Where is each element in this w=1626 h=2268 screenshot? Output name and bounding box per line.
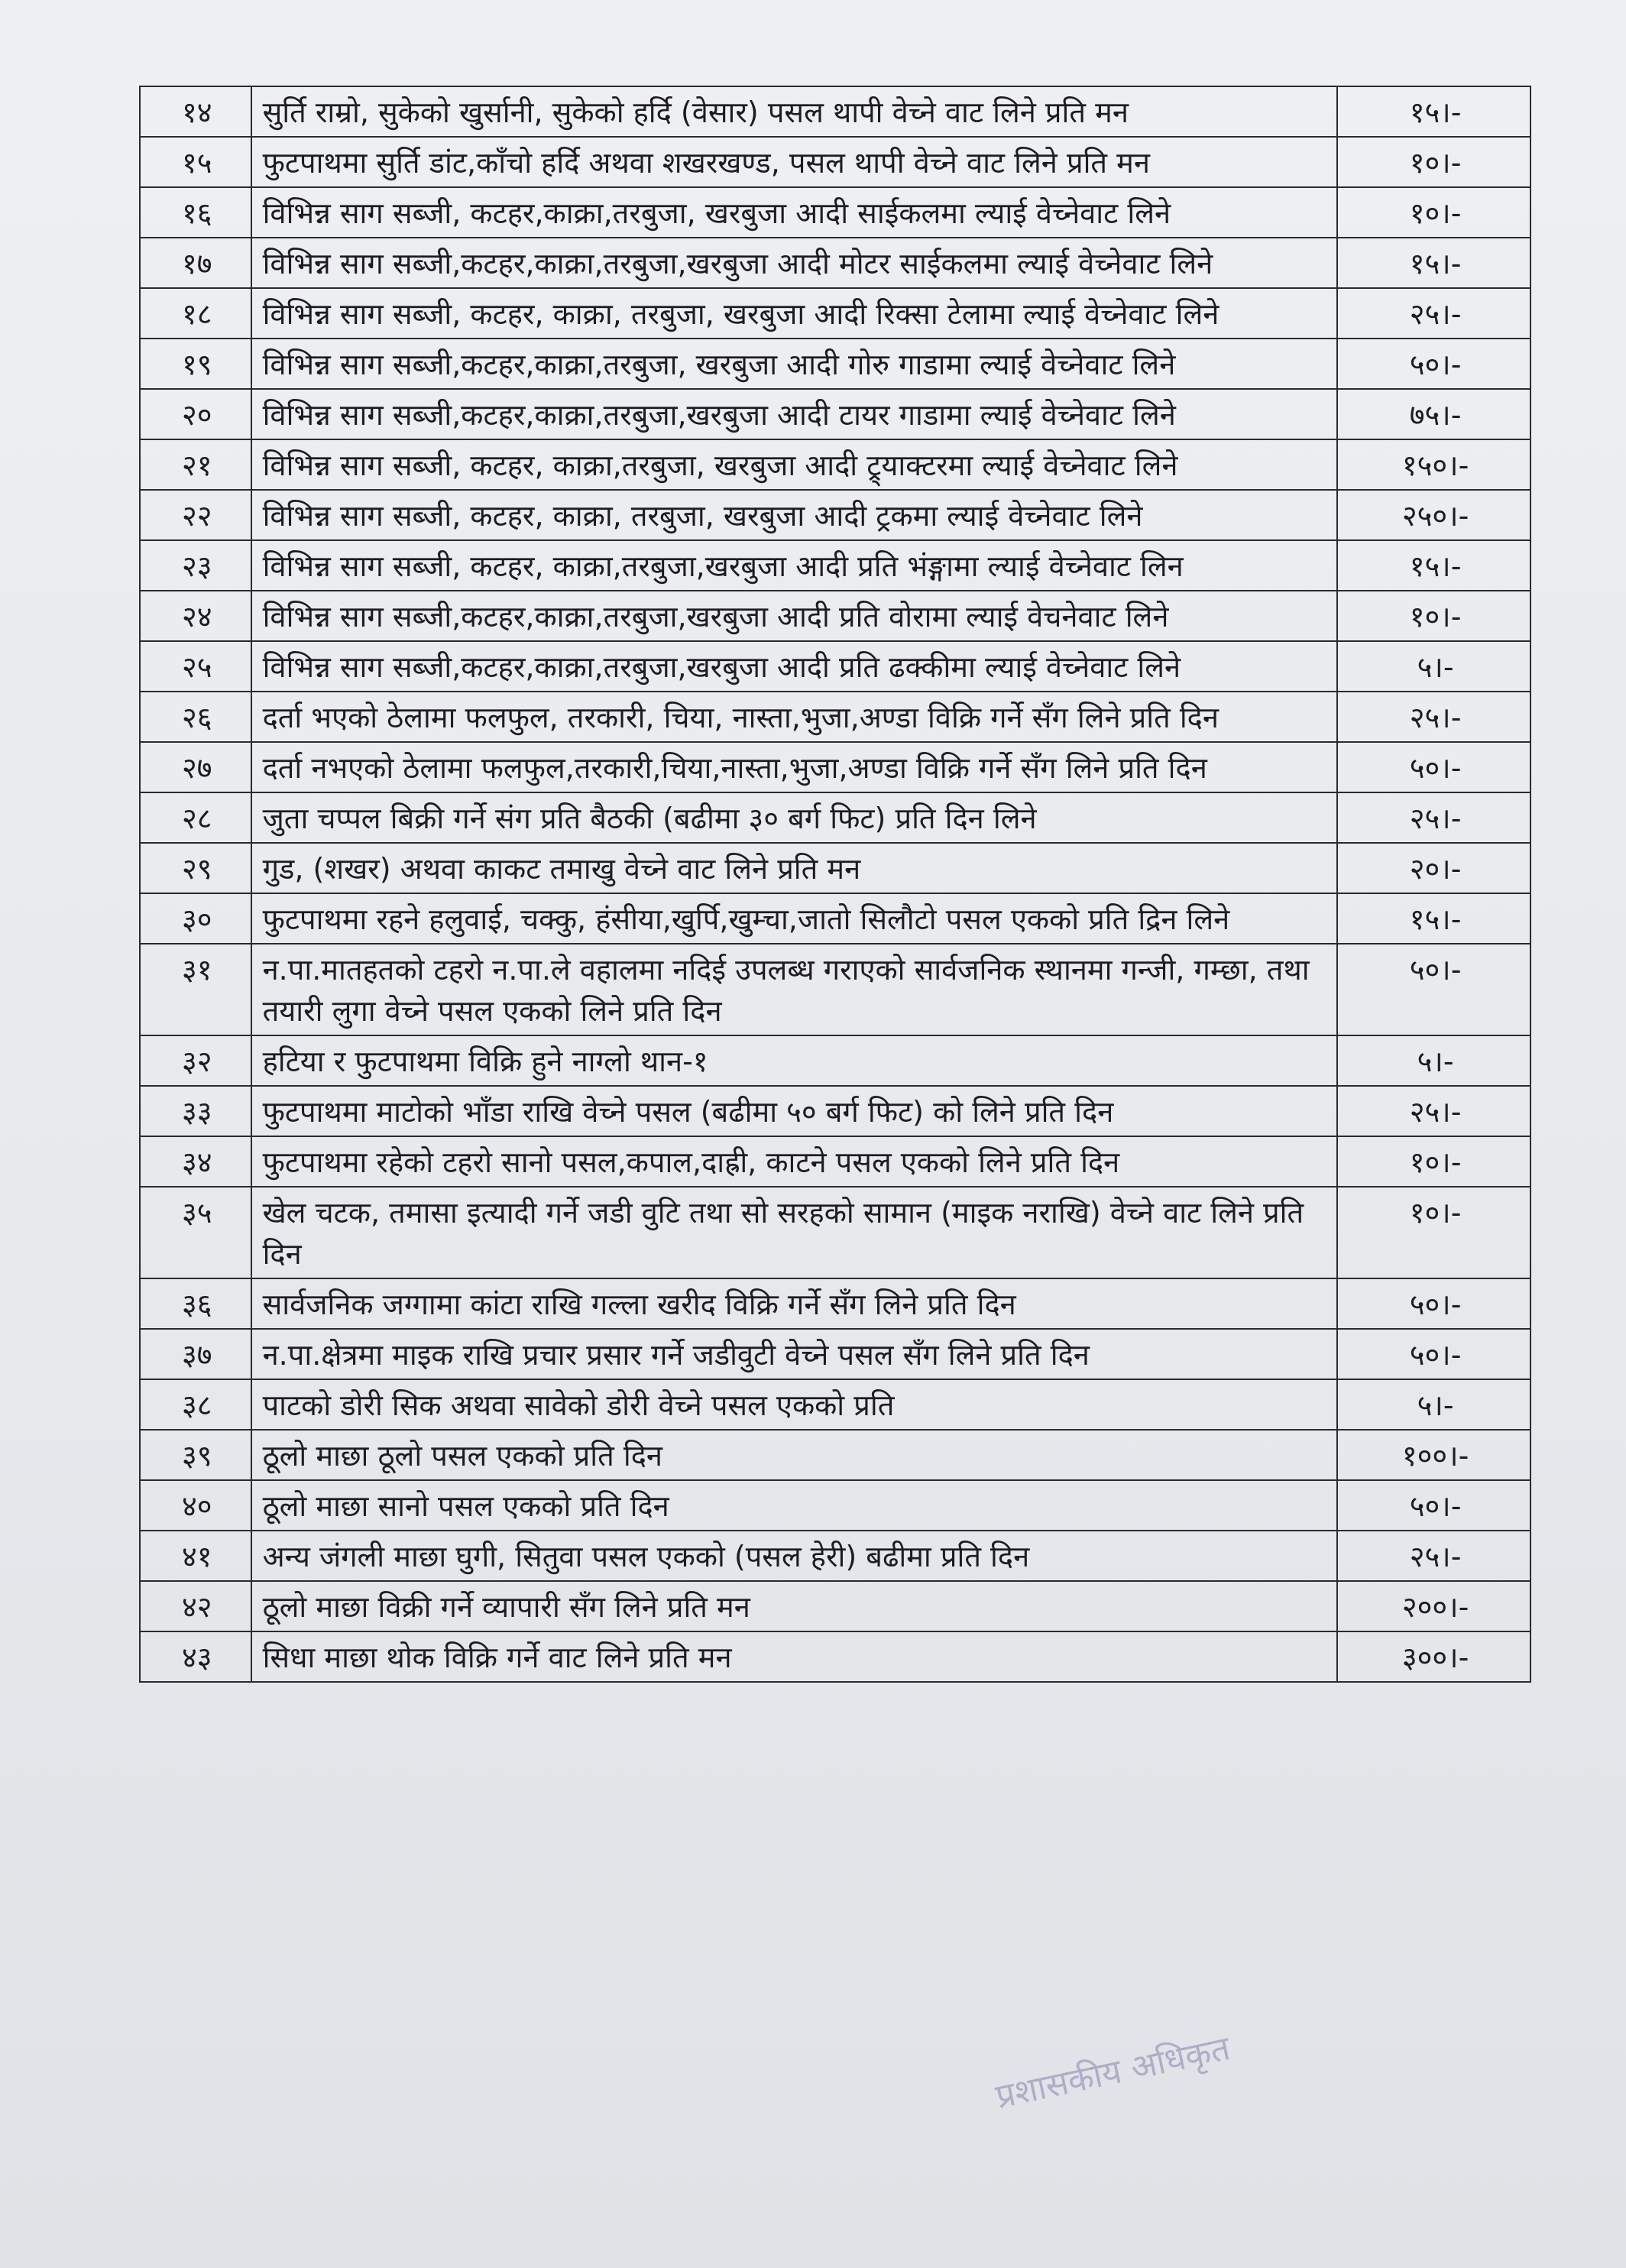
description-cell: फुटपाथमा रहने हलुवाई, चक्कु, हंसीया,खुर्पि,खुम्चा,जातो सिलौटो पसल एकको प्रति द्रिन लिने — [251, 893, 1338, 944]
tariff-table — [139, 86, 1531, 1683]
rate-cell: १०।- — [1337, 187, 1530, 238]
serial-number-cell: ३७ — [140, 1329, 251, 1379]
description-cell: फुटपाथमा माटोको भाँडा राखि वेच्ने पसल (बढीमा ५० बर्ग फिट) को लिने प्रति दिन — [251, 1086, 1338, 1136]
table-row — [140, 1035, 1530, 1086]
serial-number-cell: ३८ — [140, 1379, 251, 1430]
table-row — [140, 742, 1530, 792]
rate-cell: ५०।- — [1337, 1480, 1530, 1531]
description-cell: विभिन्न साग सब्जी,कटहर,काक्रा,तरबुजा, खरबुजा आदी गोरु गाडामा ल्याई वेच्नेवाट लिने — [251, 339, 1338, 389]
table-row — [140, 288, 1530, 339]
table-row — [140, 792, 1530, 843]
rate-cell: २००।- — [1337, 1581, 1530, 1631]
serial-number-cell: १४ — [140, 86, 251, 137]
table-row — [140, 1531, 1530, 1581]
rate-cell: १५।- — [1337, 540, 1530, 591]
serial-number-cell: ४२ — [140, 1581, 251, 1631]
table-row — [140, 339, 1530, 389]
description-cell: ठूलो माछा विक्री गर्ने व्यापारी सँग लिने प्रति मन — [251, 1581, 1338, 1631]
serial-number-cell: १६ — [140, 187, 251, 238]
rate-cell: २५।- — [1337, 792, 1530, 843]
rate-cell: ५।- — [1337, 1035, 1530, 1086]
serial-number-cell: २७ — [140, 742, 251, 792]
rate-cell: १०।- — [1337, 591, 1530, 641]
rate-cell: २५।- — [1337, 1086, 1530, 1136]
rate-cell: १५।- — [1337, 86, 1530, 137]
table-row — [140, 238, 1530, 288]
table-row — [140, 187, 1530, 238]
table-row — [140, 540, 1530, 591]
serial-number-cell: १८ — [140, 288, 251, 339]
table-row — [140, 944, 1530, 1035]
serial-number-cell: २२ — [140, 490, 251, 540]
description-cell: ठूलो माछा सानो पसल एकको प्रति दिन — [251, 1480, 1338, 1531]
table-row — [140, 591, 1530, 641]
table-row — [140, 893, 1530, 944]
office-stamp: प्रशासकीय अधिकृत — [992, 2029, 1234, 2117]
description-cell: सुर्ति राम्रो, सुकेको खुर्सानी, सुकेको हर्दि (वेसार) पसल थापी वेच्ने वाट लिने प्रति मन — [251, 86, 1338, 137]
serial-number-cell: २३ — [140, 540, 251, 591]
table-row — [140, 1480, 1530, 1531]
description-cell: सार्वजनिक जग्गामा कांटा राखि गल्ला खरीद विक्रि गर्ने सँग लिने प्रति दिन — [251, 1278, 1338, 1329]
description-cell: सिधा माछा थोक विक्रि गर्ने वाट लिने प्रति मन — [251, 1631, 1338, 1682]
rate-cell: ५०।- — [1337, 944, 1530, 1035]
description-cell: विभिन्न साग सब्जी, कटहर, काक्रा, तरबुजा, खरबुजा आदी ट्रकमा ल्याई वेच्नेवाट लिने — [251, 490, 1338, 540]
description-cell: गुड, (शखर) अथवा काकट तमाखु वेच्ने वाट लिने प्रति मन — [251, 843, 1338, 893]
table-row — [140, 1379, 1530, 1430]
serial-number-cell: २४ — [140, 591, 251, 641]
table-row — [140, 1430, 1530, 1480]
serial-number-cell: १५ — [140, 137, 251, 187]
table-row — [140, 641, 1530, 692]
rate-cell: २०।- — [1337, 843, 1530, 893]
description-cell: विभिन्न साग सब्जी,कटहर,काक्रा,तरबुजा,खरबुजा आदी टायर गाडामा ल्याई वेच्नेवाट लिने — [251, 389, 1338, 439]
rate-cell: २५।- — [1337, 1531, 1530, 1581]
rate-cell: १५।- — [1337, 238, 1530, 288]
description-cell: फुटपाथमा रहेको टहरो सानो पसल,कपाल,दाह्री, काटने पसल एकको लिने प्रति दिन — [251, 1136, 1338, 1187]
description-cell: विभिन्न साग सब्जी,कटहर,काक्रा,तरबुजा,खरबुजा आदी मोटर साईकलमा ल्याई वेच्नेवाट लिने — [251, 238, 1338, 288]
description-cell: विभिन्न साग सब्जी, कटहर, काक्रा,तरबुजा, खरबुजा आदी ट्र्याक्टरमा ल्याई वेच्नेवाट लिने — [251, 439, 1338, 490]
rate-cell: १५०।- — [1337, 439, 1530, 490]
serial-number-cell: ३० — [140, 893, 251, 944]
table-row — [140, 1187, 1530, 1278]
table-row — [140, 490, 1530, 540]
rate-cell: ५०।- — [1337, 1278, 1530, 1329]
rate-cell: २५०।- — [1337, 490, 1530, 540]
description-cell: हटिया र फुटपाथमा विक्रि हुने नाग्लो थान-१ — [251, 1035, 1338, 1086]
table-row — [140, 1086, 1530, 1136]
serial-number-cell: ३१ — [140, 944, 251, 1035]
rate-cell: १०।- — [1337, 1187, 1530, 1278]
serial-number-cell: ४१ — [140, 1531, 251, 1581]
table-row — [140, 86, 1530, 137]
description-cell: न.पा.क्षेत्रमा माइक राखि प्रचार प्रसार गर्ने जडीवुटी वेच्ने पसल सँग लिने प्रति दिन — [251, 1329, 1338, 1379]
table-row — [140, 843, 1530, 893]
table-row — [140, 1581, 1530, 1631]
serial-number-cell: ३३ — [140, 1086, 251, 1136]
description-cell: अन्य जंगली माछा घुगी, सितुवा पसल एकको (पसल हेरी) बढीमा प्रति दिन — [251, 1531, 1338, 1581]
rate-cell: ५०।- — [1337, 339, 1530, 389]
serial-number-cell: १९ — [140, 339, 251, 389]
table-row — [140, 137, 1530, 187]
table-row — [140, 692, 1530, 742]
description-cell: विभिन्न साग सब्जी,कटहर,काक्रा,तरबुजा,खरबुजा आदी प्रति वोरामा ल्याई वेचनेवाट लिने — [251, 591, 1338, 641]
description-cell: विभिन्न साग सब्जी, कटहर, काक्रा, तरबुजा, खरबुजा आदी रिक्सा टेलामा ल्याई वेच्नेवाट लिने — [251, 288, 1338, 339]
rate-cell: १०।- — [1337, 137, 1530, 187]
description-cell: खेल चटक, तमासा इत्यादी गर्ने जडी वुटि तथा सो सरहको सामान (माइक नराखि) वेच्ने वाट लिने प्रति दिन — [251, 1187, 1338, 1278]
description-cell: विभिन्न साग सब्जी, कटहर, काक्रा,तरबुजा,खरबुजा आदी प्रति भंङ्गामा ल्याई वेच्नेवाट लिन — [251, 540, 1338, 591]
description-cell: जुता चप्पल बिक्री गर्ने संग प्रति बैठकी (बढीमा ३० बर्ग फिट) प्रति दिन लिने — [251, 792, 1338, 843]
table-row — [140, 1278, 1530, 1329]
serial-number-cell: १७ — [140, 238, 251, 288]
description-cell: ठूलो माछा ठूलो पसल एकको प्रति दिन — [251, 1430, 1338, 1480]
table-row — [140, 389, 1530, 439]
rate-cell: ५०।- — [1337, 742, 1530, 792]
rate-cell: १०।- — [1337, 1136, 1530, 1187]
rate-cell: २५।- — [1337, 288, 1530, 339]
description-cell: फुटपाथमा सुर्ति डांट,काँचो हर्दि अथवा शखरखण्ड, पसल थापी वेच्ने वाट लिने प्रति मन — [251, 137, 1338, 187]
rate-cell: २५।- — [1337, 692, 1530, 742]
rate-cell: ५०।- — [1337, 1329, 1530, 1379]
table-row — [140, 1329, 1530, 1379]
serial-number-cell: ३६ — [140, 1278, 251, 1329]
serial-number-cell: २१ — [140, 439, 251, 490]
description-cell: दर्ता भएको ठेलामा फलफुल, तरकारी, चिया, नास्ता,भुजा,अण्डा विक्रि गर्ने सँग लिने प्रति दिन — [251, 692, 1338, 742]
rate-cell: ५।- — [1337, 641, 1530, 692]
description-cell: न.पा.मातहतको टहरो न.पा.ले वहालमा नदिई उपलब्ध गराएको सार्वजनिक स्थानमा गन्जी, गम्छा, तथा तयारी लुगा वेच्ने पसल एकको लिने प्रति दिन — [251, 944, 1338, 1035]
serial-number-cell: ३४ — [140, 1136, 251, 1187]
description-cell: दर्ता नभएको ठेलामा फलफुल,तरकारी,चिया,नास्ता,भुजा,अण्डा विक्रि गर्ने सँग लिने प्रति दिन — [251, 742, 1338, 792]
serial-number-cell: २० — [140, 389, 251, 439]
serial-number-cell: २९ — [140, 843, 251, 893]
serial-number-cell: २८ — [140, 792, 251, 843]
table-row — [140, 439, 1530, 490]
rate-cell: ३००।- — [1337, 1631, 1530, 1682]
serial-number-cell: ४० — [140, 1480, 251, 1531]
table-row — [140, 1136, 1530, 1187]
rate-cell: ५।- — [1337, 1379, 1530, 1430]
tariff-table-body — [140, 86, 1530, 1682]
rate-cell: १५।- — [1337, 893, 1530, 944]
serial-number-cell: ३२ — [140, 1035, 251, 1086]
serial-number-cell: २५ — [140, 641, 251, 692]
serial-number-cell: ३५ — [140, 1187, 251, 1278]
serial-number-cell: ४३ — [140, 1631, 251, 1682]
description-cell: विभिन्न साग सब्जी, कटहर,काक्रा,तरबुजा, खरबुजा आदी साईकलमा ल्याई वेच्नेवाट लिने — [251, 187, 1338, 238]
rate-cell: १००।- — [1337, 1430, 1530, 1480]
serial-number-cell: २६ — [140, 692, 251, 742]
description-cell: पाटको डोरी सिक अथवा सावेको डोरी वेच्ने पसल एकको प्रति — [251, 1379, 1338, 1430]
table-row — [140, 1631, 1530, 1682]
description-cell: विभिन्न साग सब्जी,कटहर,काक्रा,तरबुजा,खरबुजा आदी प्रति ढक्कीमा ल्याई वेच्नेवाट लिने — [251, 641, 1338, 692]
serial-number-cell: ३९ — [140, 1430, 251, 1480]
rate-cell: ७५।- — [1337, 389, 1530, 439]
